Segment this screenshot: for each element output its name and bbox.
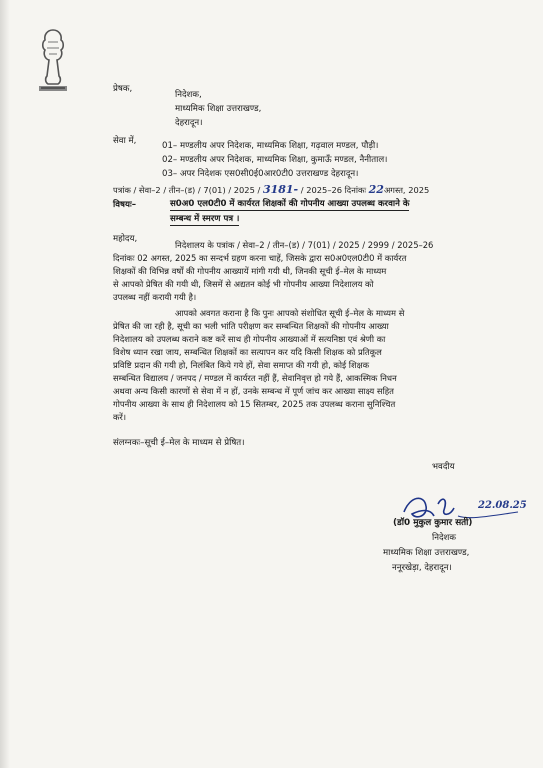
paragraph1-line: उपलब्ध नहीं करायी गयी है। — [113, 292, 197, 302]
paragraph2-line: प्रेषित की जा रही है, सूची का भली भांति परीक्षण कर सम्बन्धित शिक्षकों की गोपनीय आख्या — [113, 321, 389, 331]
paragraph2-line: प्रविष्टि प्रदान की गयी हो, निलंबित किये गये हों, सेवा समाप्त की गयी हो, कोई शिक्षक — [113, 360, 370, 370]
paragraph2-line: अथवा अन्य किसी कारणों से सेवा में न हों, उनके सम्बन्ध में पूर्ण जांच कर आख्या साक्ष्य सहित — [113, 386, 394, 396]
recipient-line: 03– अपर निदेशक एस0सी0ई0आर0टी0 उत्तराखण्ड देहरादून। — [162, 169, 359, 179]
paragraph2-line: सम्बन्धित विद्यालय / जनपद / मण्डल में कार्यरत नहीं हैं, सेवानिवृत्त हो गये हैं, आकस्मिक निधन — [113, 373, 397, 383]
sender-label: प्रेषक, — [113, 84, 133, 94]
paragraph1-line: दिनांकः 02 अगस्त, 2025 का सन्दर्भ ग्रहण करना चाहें, जिसके द्वारा स0अ0एल0टी0 में कार्यरत — [113, 253, 407, 263]
sender-line: निदेशक, — [175, 90, 202, 100]
subject-label: विषयः– — [113, 200, 136, 210]
salutation: महोदय, — [113, 234, 138, 244]
paragraph2-line: गोपनीय आख्या के साथ ही निदेशालय को 15 सितम्बर, 2025 तक उपलब्ध कराना सुनिश्चित — [113, 399, 396, 409]
paragraph2-line: करें। — [113, 412, 127, 422]
reference-prefix: पत्रांक / सेवा–2 / तीन–(ड) / 7(01) / 2025 / — [113, 185, 261, 195]
signatory-place: ननूरखेड़ा, देहरादून। — [392, 563, 452, 573]
paragraph1-line: शिक्षकों की विभिन्न वर्षों की गोपनीय आख्यायें मांगी गयी थी, जिनकी सूची ई–मेल के माध्यम — [113, 266, 387, 276]
subject-line: स0अ0 एल0टी0 में कार्यरत शिक्षकों की गोपनीय आख्या उपलब्ध करवाने के — [170, 199, 410, 209]
closing: भवदीय — [432, 462, 455, 472]
enclosure-note: संलग्नकः–सूची ई–मेल के माध्यम से प्रेषित। — [113, 438, 245, 448]
date-suffix: अगस्त, 2025 — [383, 185, 430, 195]
paragraph2-line: आपको अवगत कराना है कि पुनः आपको संशोधित सूची ई–मेल के माध्यम से — [175, 308, 405, 318]
signatory-title: निदेशक — [432, 533, 457, 543]
signatory-org: माध्यमिक शिक्षा उत्तराखण्ड, — [383, 548, 470, 558]
sender-line: माध्यमिक शिक्षा उत्तराखण्ड, — [175, 104, 262, 114]
reference-line — [113, 184, 429, 196]
page-fold-shadow — [0, 0, 10, 768]
signature-date: 22.08.25 — [478, 500, 527, 511]
recipient-line: 02– मण्डलीय अपर निदेशक, माध्यमिक शिक्षा, कुमाऊँ मण्डल, नैनीताल। — [162, 155, 388, 165]
subject-line: सम्बन्ध में स्मरण पत्र । — [170, 214, 240, 224]
paragraph1-line: निदेशालय के पत्रांक / सेवा–2 / तीन–(ड) / 7(01) / 2025 / 2999 / 2025–26 — [175, 240, 434, 250]
reference-suffix: / 2025–26 दिनांकः — [300, 185, 367, 195]
recipient-line: 01– मण्डलीय अपर निदेशक, माध्यमिक शिक्षा, गढ़वाल मण्डल, पौड़ी। — [162, 141, 379, 151]
paragraph2-line: विशेष ध्यान रखा जाय, सम्बन्धित शिक्षकों का सत्यापन कर यदि किसी शिक्षक को प्रतिकूल — [113, 347, 382, 357]
sender-line: देहरादून। — [175, 118, 203, 128]
to-label: सेवा में, — [113, 136, 137, 146]
signatory-name: (डॉ0 मुकुल कुमार सती) — [393, 518, 473, 528]
reference-number-handwritten: 3181- — [262, 183, 299, 196]
state-emblem-icon — [33, 26, 73, 98]
paragraph2-line: निदेशालय को उपलब्ध कराने कष्ट करें साथ ही गोपनीय आख्याओं में सत्यनिष्ठा एवं श्रेणी का — [113, 334, 386, 344]
date-handwritten: 22 — [368, 183, 384, 196]
paragraph1-line: से आपको प्रेषित की गयी थी, जिसमें से अद्यतन कोई भी गोपनीय आख्या निदेशालय को — [113, 279, 374, 289]
